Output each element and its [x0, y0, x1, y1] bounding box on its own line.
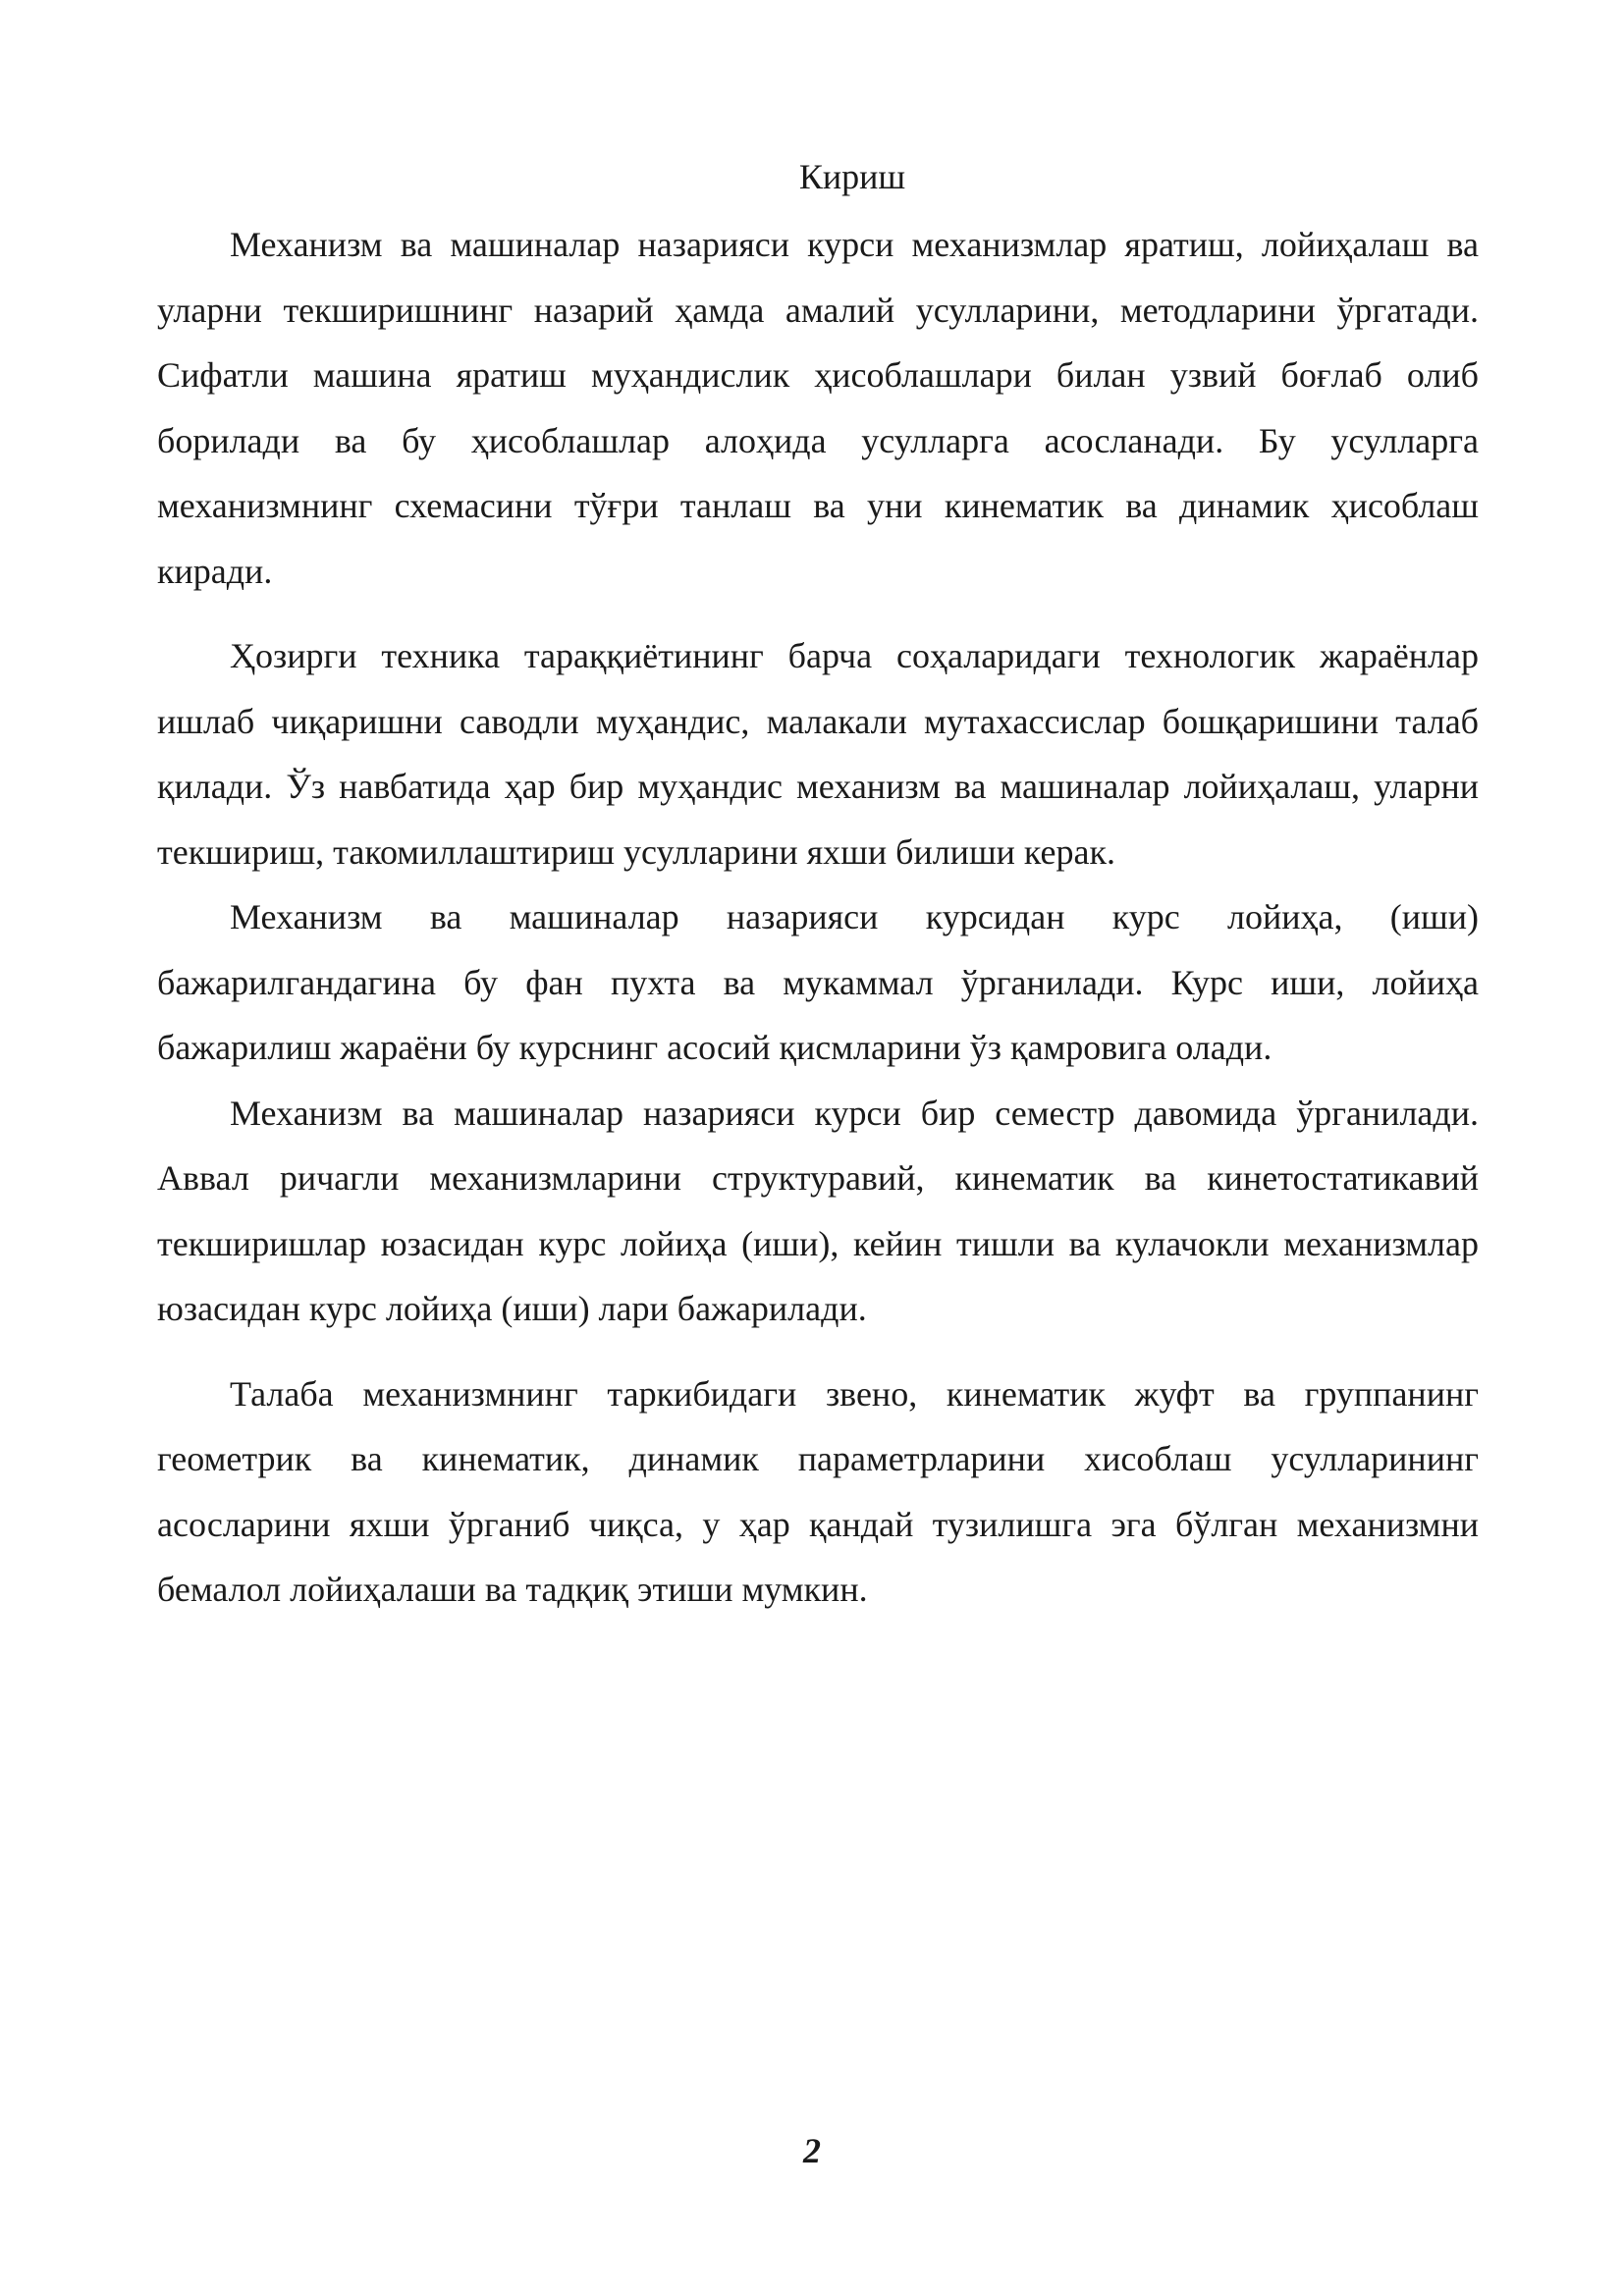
- document-body: [157, 155, 1479, 1642]
- paragraph-5: Талаба механизмнинг таркибидаги звено, кинематик жуфт ва группанинг геометрик ва кинематик, динамик параметрларини хисоблаш усулларининг асосларини яхши ўрганиб чиқса, у ҳар қандай тузилишга эга бўлган механизмни бемалол лойиҳалаши ва тадқиқ этиши мумкин.: [157, 1373, 1479, 1609]
- page-number: 2: [803, 2131, 821, 2170]
- paragraph-2: Ҳозирги техника тараққиётининг барча соҳаларидаги технологик жараёнлар ишлаб чиқаришни саводли муҳандис, малакали мутахассислар бошқаришини талаб қилади. Ўз навбатида ҳар бир муҳандис механизм ва машиналар лойиҳалаш, уларни текшириш, такомиллаштириш усулларини яхши билиши керак.: [157, 636, 1479, 872]
- page-title: Кириш: [798, 157, 906, 196]
- paragraph-1: Механизм ва машиналар назарияси курси механизмлар яратиш, лойиҳалаш ва уларни текширишнинг назарий ҳамда амалий усулларини, методларини ўргатади. Сифатли машина яратиш муҳандислик ҳисоблашлари билан узвий боғлаб олиб борилади ва бу ҳисоблашлар алоҳида усулларга асосланади. Бу усулларга механизмнинг схемасини тўғри танлаш ва уни кинематик ва динамик ҳисоблаш киради.: [157, 225, 1479, 591]
- paragraph-3: Механизм ва машиналар назарияси курсидан курс лойиҳа, (иши) бажарилгандагина бу фан пухта ва мукаммал ўрганилади. Курс иши, лойиҳа бажарилиш жараёни бу курснинг асосий қисмларини ўз қамровига олади.: [157, 897, 1479, 1067]
- paragraph-4: Механизм ва машиналар назарияси курси бир семестр давомида ўрганилади. Аввал ричагли механизмларини структуравий, кинематик ва кинетостатикавий текширишлар юзасидан курс лойиҳа (иши), кейин тишли ва кулачокли механизмлар юзасидан курс лойиҳа (иши) лари бажарилади.: [157, 1093, 1479, 1328]
